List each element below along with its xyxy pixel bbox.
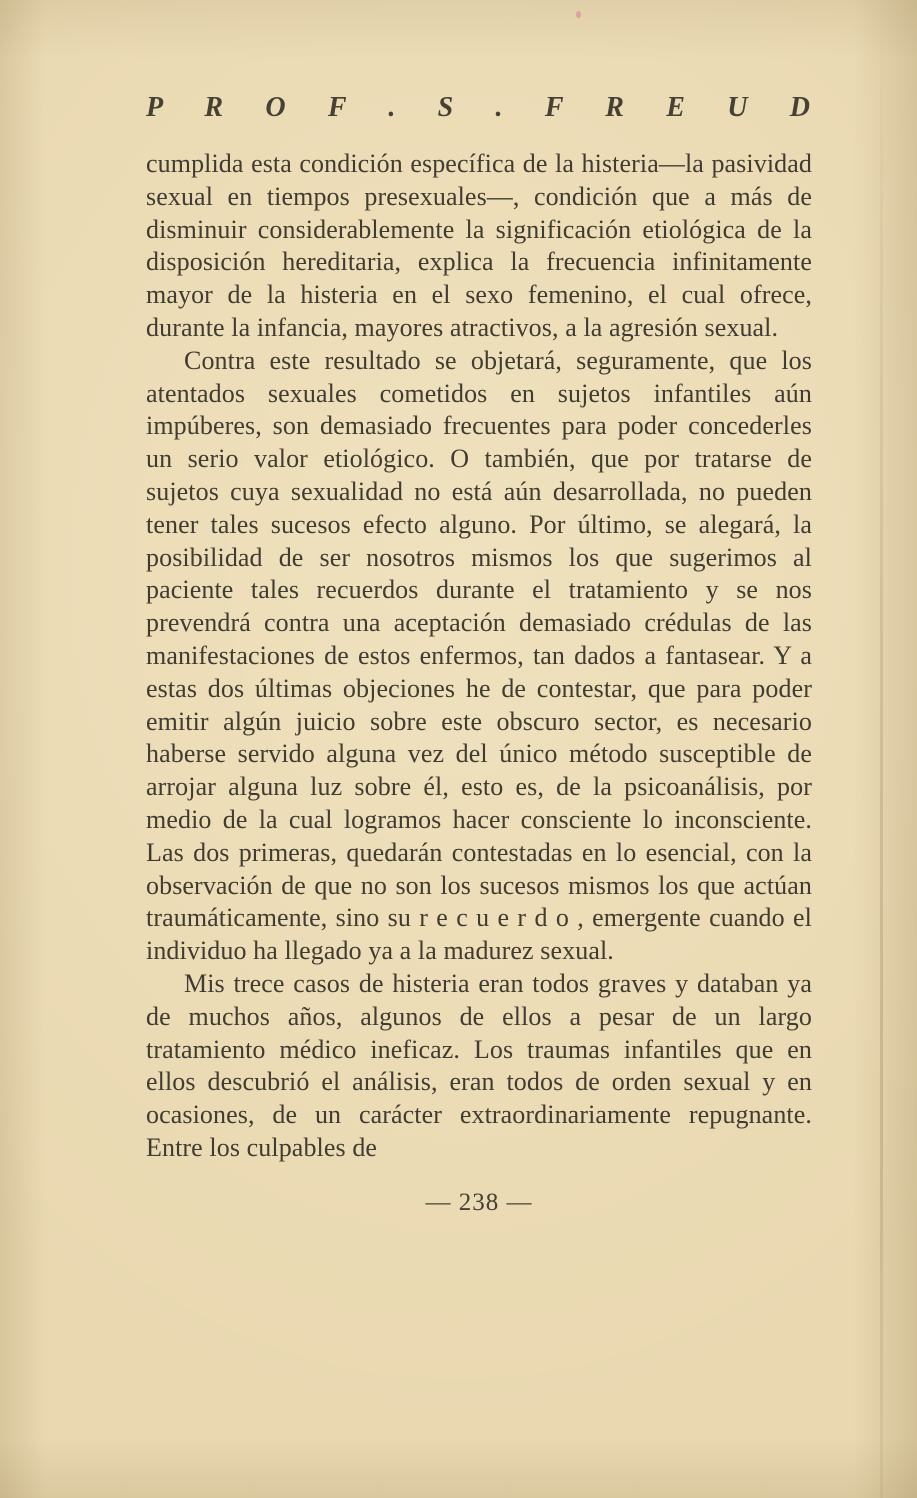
page-edge-crease xyxy=(880,0,883,1498)
paper-speck xyxy=(576,11,581,18)
paragraph-1: cumplida esta condición específica de la histeria—la pasividad sexual en tiempos presexuales—, condición que a más de disminuir considerablemente la significación etiológica de la disposición hereditaria, explica la frecuencia infinitamente mayor de la histeria en el sexo femenino, el cual ofrece, durante la infancia, mayores atractivos, a la agresión sexual. xyxy=(146,149,812,342)
paragraph-3: Mis trece casos de histeria eran todos graves y databan ya de muchos años, algunos de ellos a pesar de un largo tratamiento médico ineficaz. Los traumas infantiles que en ellos descubrió el análisis, eran todos de orden sexual y en ocasiones, de un carácter extraordinariamente repugnante. Entre los culpables de xyxy=(146,968,812,1162)
paragraph-2: Contra este resultado se objetará, seguramente, que los atentados sexuales cometidos en sujetos infantiles aún impúberes, son demasiado frecuentes para poder concederles un serio valor etiológico. O también, que por tratarse de sujetos cuya sexualidad no está aún desarrollada, no pueden tener tales sucesos efecto alguno. Por último, se alegará, la posibilidad de ser nosotros mismos los que sugerimos al paciente tales recuerdos durante el tratamiento y se nos prevendrá contra una aceptación demasiado crédulas de las manifestaciones de estos enfermos, tan dados a fantasear. Y a estas dos últimas objeciones he de contestar, que para poder emitir algún juicio sobre este obscuro sector, es necesario haberse servido alguna vez del único método susceptible de arrojar alguna luz sobre él, esto es, de la psicoanálisis, por medio de la cual logramos hacer consciente lo inconsciente. Las dos primeras, quedarán contestadas en lo esencial, con la observación de que no son los sucesos mismos los que actúan traumáticamente, sino su r e c u e r d o , emergente cuando el individuo ha llegado ya a la madurez sexual. xyxy=(146,345,812,966)
body-text xyxy=(146,148,812,1165)
page-number: — 238 — xyxy=(425,1188,533,1216)
text-block xyxy=(146,92,812,1217)
running-header: P R O F . S . F R E U D xyxy=(146,92,812,123)
